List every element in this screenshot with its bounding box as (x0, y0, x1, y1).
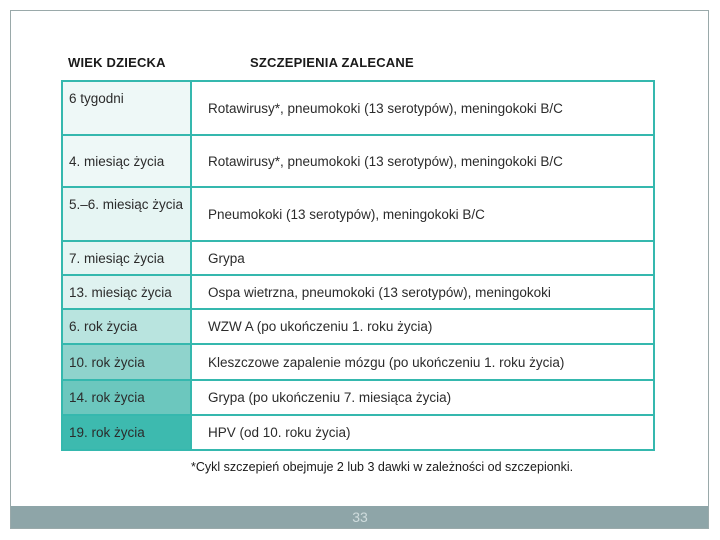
table-row (62, 275, 654, 309)
table-row (62, 344, 654, 380)
cell-vaccines: Pneumokoki (13 serotypów), meningokoki B/C (191, 187, 654, 241)
table-row (62, 241, 654, 275)
footnote: *Cykl szczepień obejmuje 2 lub 3 dawki w zależności od szczepionki. (191, 460, 574, 474)
cell-vaccines: Grypa (po ukończeniu 7. miesiąca życia) (191, 380, 654, 415)
cell-vaccines: Rotawirusy*, pneumokoki (13 serotypów), meningokoki B/C (191, 81, 654, 135)
table-row (62, 135, 654, 187)
cell-age: 6. rok życia (62, 309, 191, 344)
table-row (62, 309, 654, 344)
table-row (62, 415, 654, 450)
cell-vaccines: Ospa wietrzna, pneumokoki (13 serotypów), meningokoki (191, 275, 654, 309)
cell-age: 5.–6. miesiąc życia (62, 187, 191, 241)
table-row (62, 187, 654, 241)
cell-vaccines: Grypa (191, 241, 654, 275)
table-row (62, 81, 654, 135)
cell-age: 7. miesiąc życia (62, 241, 191, 275)
cell-age: 4. miesiąc życia (62, 135, 191, 187)
page-number: 33 (352, 509, 368, 525)
table-row (62, 380, 654, 415)
cell-vaccines: WZW A (po ukończeniu 1. roku życia) (191, 309, 654, 344)
cell-age: 14. rok życia (62, 380, 191, 415)
cell-age: 10. rok życia (62, 344, 191, 380)
cell-vaccines: Rotawirusy*, pneumokoki (13 serotypów), meningokoki B/C (191, 135, 654, 187)
cell-vaccines: HPV (od 10. roku życia) (191, 415, 654, 450)
cell-age: 13. miesiąc życia (62, 275, 191, 309)
cell-age: 19. rok życia (62, 415, 191, 450)
cell-age: 6 tygodni (62, 81, 191, 135)
column-header-vaccines: SZCZEPIENIA ZALECANE (250, 55, 414, 70)
vaccination-schedule-table (61, 80, 655, 451)
cell-vaccines: Kleszczowe zapalenie mózgu (po ukończeniu 1. roku życia) (191, 344, 654, 380)
column-header-age: WIEK DZIECKA (68, 55, 166, 70)
